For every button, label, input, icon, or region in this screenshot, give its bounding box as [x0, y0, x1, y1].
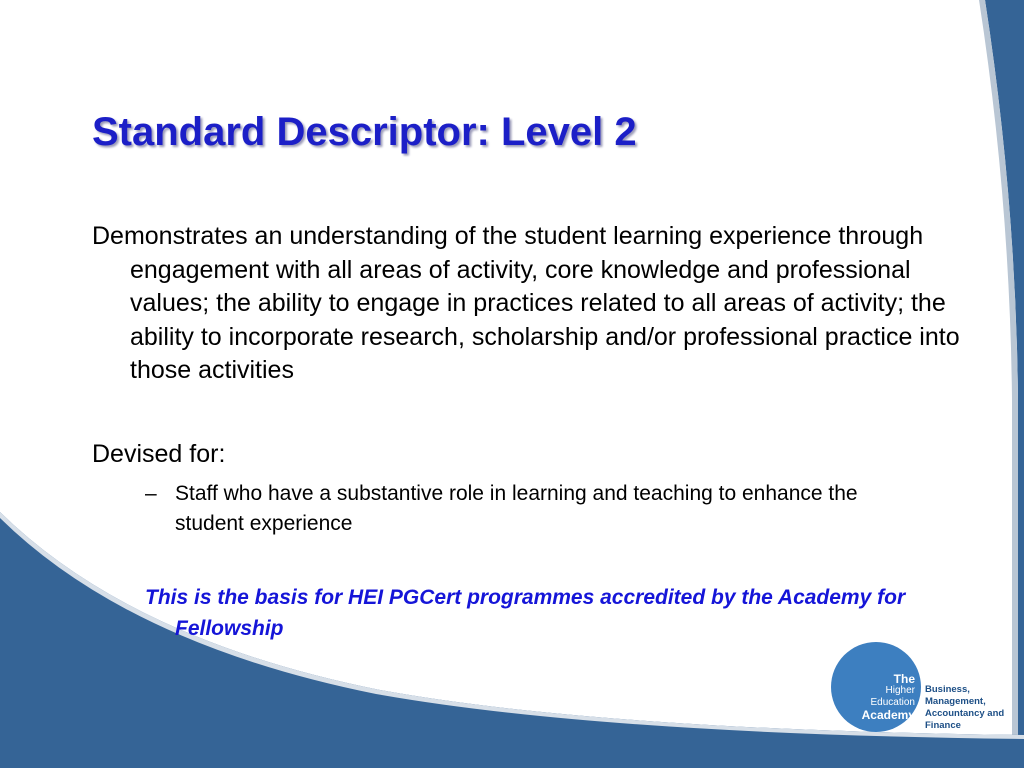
subject-centre-label: [925, 684, 1015, 732]
logo-line-education: Education: [870, 697, 915, 708]
subject-line-2: Management,: [925, 696, 986, 707]
hea-logo-text: [862, 673, 915, 721]
descriptor-paragraph: Demonstrates an understanding of the student learning experience through engagement with all areas of activity, core knowledge and professional values; the ability to engage in practices related to all areas of activity; the ability to incorporate research, scholarship and/or professional practice into those activities: [92, 222, 960, 384]
logo-line-higher: Higher: [885, 685, 915, 696]
hea-logo-circle: [831, 642, 921, 732]
subject-line-3: Accountancy and: [925, 708, 1005, 719]
subject-line-4: Finance: [925, 720, 961, 731]
bullet-text: Staff who have a substantive role in learning and teaching to enhance the student experience: [175, 482, 858, 535]
devised-for-label: Devised for:: [92, 440, 226, 468]
logo-line-academy: Academy: [861, 708, 915, 722]
bullet-item: [145, 479, 895, 539]
logo-line-the: The: [893, 672, 915, 686]
dash-marker: –: [145, 482, 157, 505]
right-border-band: [985, 0, 1024, 768]
subject-line-1: Business,: [925, 684, 970, 695]
slide-title: Standard Descriptor: Level 2: [92, 110, 637, 154]
accreditation-note: This is the basis for HEI PGCert programmes accredited by the Academy for Fellowship: [145, 586, 906, 640]
